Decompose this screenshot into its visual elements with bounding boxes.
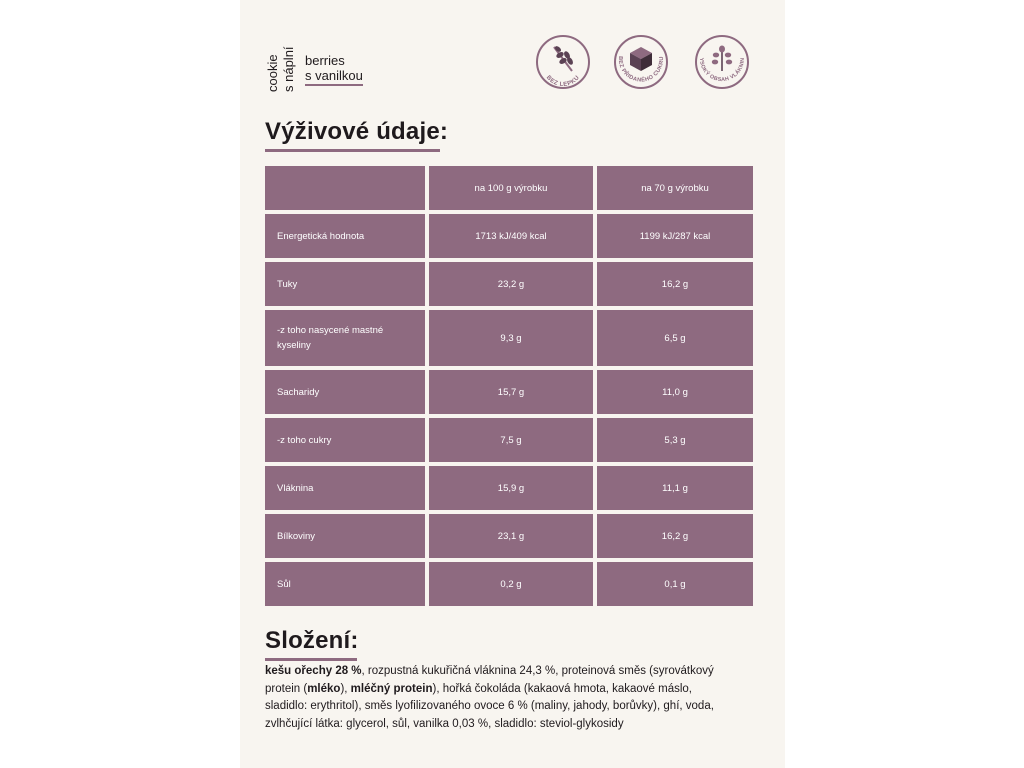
table-row <box>265 370 753 414</box>
nutrition-title-text: Výživové údaje: <box>265 118 449 145</box>
wheat-icon <box>534 33 592 91</box>
badge-high-fiber-label: YSOKÝ OBSAH VLÁKNIN <box>697 57 747 84</box>
per70-value: 0,1 g <box>597 562 753 606</box>
badge-gluten-free <box>534 33 592 91</box>
header-cell-empty <box>265 166 425 210</box>
sugar-cube-icon <box>612 33 670 91</box>
per70-value: 16,2 g <box>597 262 753 306</box>
nutrition-title-underline <box>265 149 440 152</box>
nutrient-name: Sůl <box>265 562 425 606</box>
nutrient-name: Tuky <box>265 262 425 306</box>
nutrition-table <box>261 162 757 610</box>
ingredient-text: ), hořká čokoláda (kakaová hmota, kakaové máslo, sladidlo: erythritol), směs lyofilizovaného ovoce 6 % (maliny, jahody, borůvky), ghí, voda, zvlhčující látka: glycerol, sůl, vanilka 0,03 %, sladidlo: steviol-glykosidy <box>265 682 714 730</box>
per70-value: 16,2 g <box>597 514 753 558</box>
per100-value: 15,7 g <box>429 370 593 414</box>
table-row <box>265 214 753 258</box>
brand-label <box>265 46 297 92</box>
per70-value: 1199 kJ/287 kcal <box>597 214 753 258</box>
per70-value: 11,0 g <box>597 370 753 414</box>
badge-high-fiber <box>693 33 751 91</box>
ingredient-text: ), <box>340 682 351 695</box>
composition-title-text: Složení: <box>265 627 359 654</box>
per70-value: 11,1 g <box>597 466 753 510</box>
nutrient-name: -z toho cukry <box>265 418 425 462</box>
per70-value: 5,3 g <box>597 418 753 462</box>
ingredient-bold: mléčný protein <box>350 682 433 695</box>
per100-value: 9,3 g <box>429 310 593 366</box>
table-row <box>265 562 753 606</box>
table-row <box>265 418 753 462</box>
nutrient-name: Energetická hodnota <box>265 214 425 258</box>
header-cell-per100: na 100 g výrobku <box>429 166 593 210</box>
per100-value: 23,2 g <box>429 262 593 306</box>
per100-value: 15,9 g <box>429 466 593 510</box>
ingredient-bold: mléko <box>307 682 341 695</box>
table-row <box>265 310 753 366</box>
per100-value: 7,5 g <box>429 418 593 462</box>
nutrient-name: -z toho nasycené mastné kyseliny <box>265 310 425 366</box>
badge-gluten-free-label: BEZ LEPKU <box>544 74 582 89</box>
per100-value: 1713 kJ/409 kcal <box>429 214 593 258</box>
table-row <box>265 262 753 306</box>
ingredients-text <box>265 663 735 733</box>
product-line-1: berries <box>305 53 345 68</box>
brand-line-2: s náplní <box>281 46 296 92</box>
per100-value: 0,2 g <box>429 562 593 606</box>
composition-title-underline <box>265 658 357 661</box>
product-name <box>305 53 363 86</box>
svg-text:BEZ LEPKU <box>545 75 581 88</box>
nutrition-title <box>265 118 448 146</box>
brand-line-1: cookie <box>265 54 280 92</box>
per100-value: 23,1 g <box>429 514 593 558</box>
plant-icon <box>693 33 751 91</box>
ingredient-text: , rozpustná kukuřičná vláknina 24,3 %, proteinová směs (syrovátkový protein ( <box>265 665 714 695</box>
nutrient-name: Vláknina <box>265 466 425 510</box>
table-header-row <box>265 166 753 210</box>
table-row <box>265 466 753 510</box>
composition-title <box>265 627 359 655</box>
nutrient-name: Sacharidy <box>265 370 425 414</box>
badge-no-added-sugar-label: BEZ PŘIDANÉHO CUKRU <box>616 55 666 84</box>
per70-value: 6,5 g <box>597 310 753 366</box>
table-row <box>265 514 753 558</box>
ingredient-bold: kešu ořechy 28 % <box>265 665 362 677</box>
product-line-2: s vanilkou <box>305 68 363 83</box>
badge-no-added-sugar <box>612 33 670 91</box>
header-cell-per70: na 70 g výrobku <box>597 166 753 210</box>
nutrient-name: Bílkoviny <box>265 514 425 558</box>
